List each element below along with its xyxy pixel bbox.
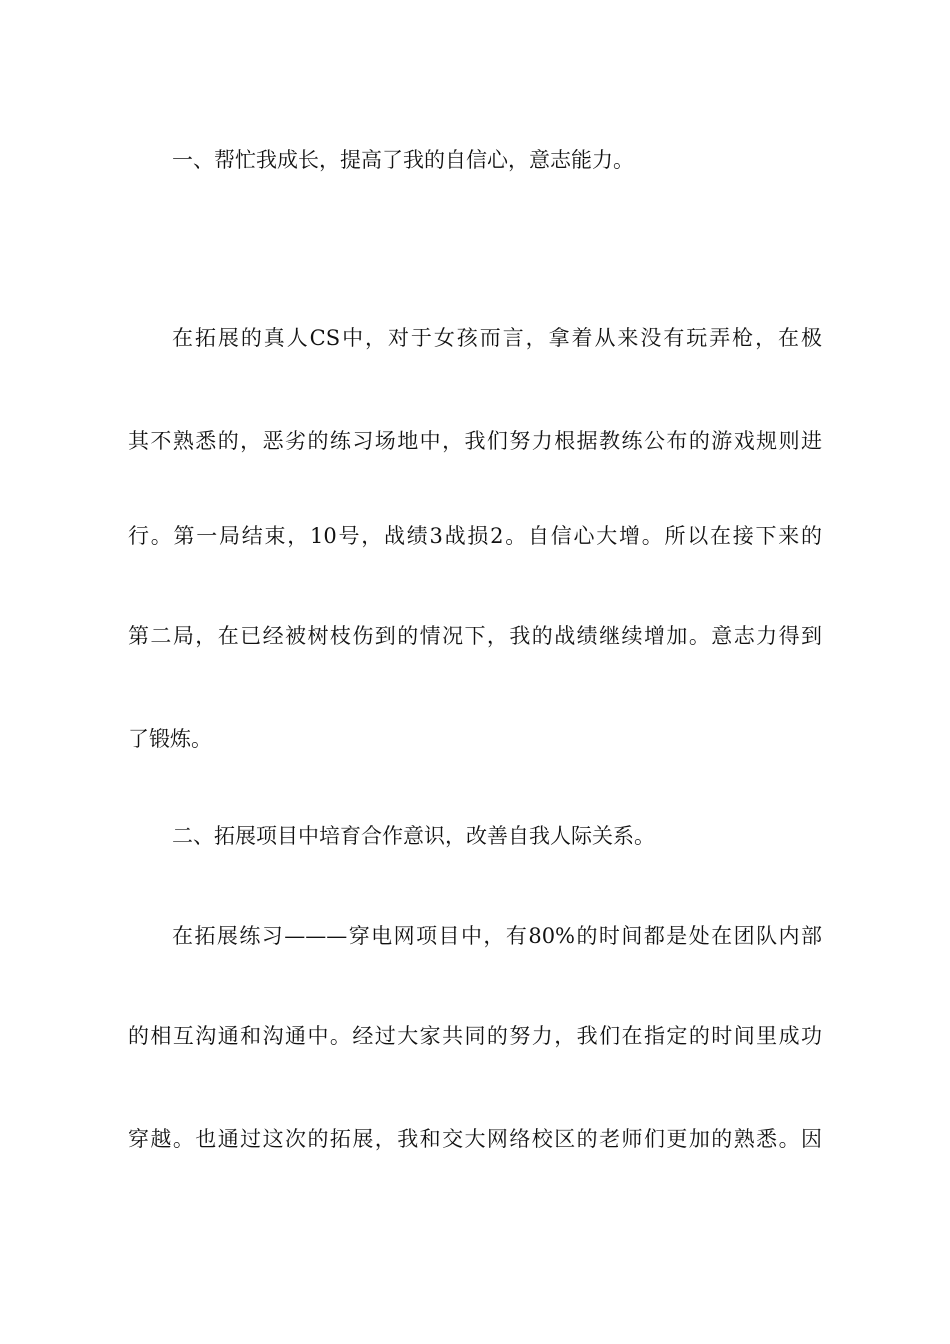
paragraph-line: 其不熟悉的，恶劣的练习场地中，我们努力根据教练公布的游戏规则进	[128, 429, 822, 453]
paragraph-line: 在拓展的真人CS中，对于女孩而言，拿着从来没有玩弄枪，在极	[172, 326, 822, 350]
paragraph-line: 在拓展练习———穿电网项目中，有80%的时间都是处在团队内部	[172, 924, 822, 948]
heading-1: 一、帮忙我成长，提高了我的自信心，意志能力。	[172, 148, 634, 172]
paragraph-line: 了锻炼。	[128, 727, 212, 751]
paragraph-line: 穿越。也通过这次的拓展，我和交大网络校区的老师们更加的熟悉。因	[128, 1127, 822, 1151]
paragraph-line: 的相互沟通和沟通中。经过大家共同的努力，我们在指定的时间里成功	[128, 1024, 822, 1048]
paragraph-line: 行。第一局结束，10号，战绩3战损2。自信心大增。所以在接下来的	[128, 524, 822, 548]
paragraph-line: 第二局，在已经被树枝伤到的情况下，我的战绩继续增加。意志力得到	[128, 624, 822, 648]
heading-2: 二、拓展项目中培育合作意识，改善自我人际关系。	[172, 824, 655, 848]
